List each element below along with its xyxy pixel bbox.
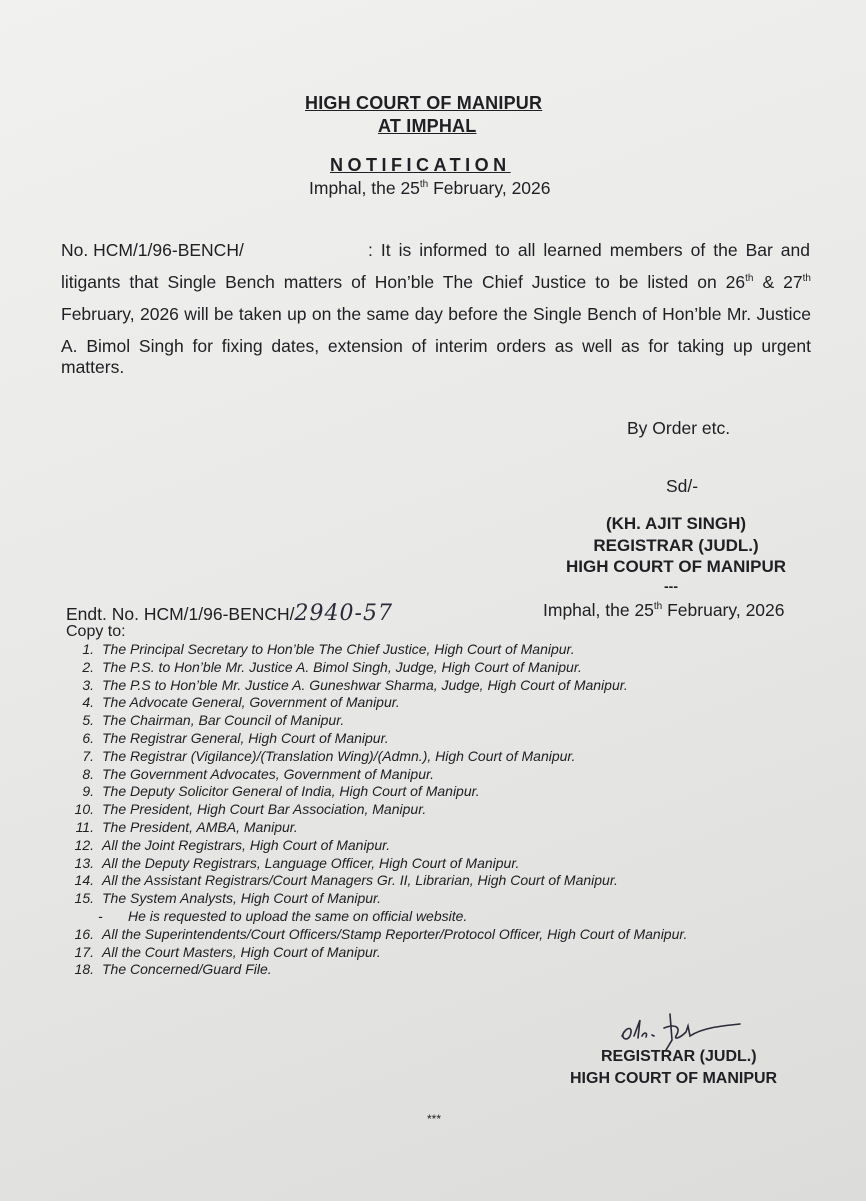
by-order-text: By Order etc. xyxy=(627,418,731,438)
copy-list-item xyxy=(68,766,434,782)
signatory-court: HIGH COURT OF MANIPUR xyxy=(565,557,787,576)
body-line-2: litigants that Single Bench matters of Hon’ble The Chief Justice to be listed on 26th & 27th xyxy=(61,272,811,292)
copy-list-item xyxy=(68,855,519,871)
registrar-title: REGISTRAR (JUDL.) xyxy=(601,1048,757,1065)
copy-list-item-number: 9. xyxy=(82,783,94,800)
endorsement-number: Endt. No. HCM/1/96-BENCH/2940-57 xyxy=(66,601,393,626)
copy-list-item-number: 1. xyxy=(82,641,94,657)
footer-mark: *** xyxy=(427,1112,442,1126)
notification-date: Imphal, the 25th February, 2026 xyxy=(309,178,551,198)
court-title: HIGH COURT OF MANIPUR xyxy=(305,93,543,113)
registrar-court: HIGH COURT OF MANIPUR xyxy=(570,1070,778,1087)
copy-list-item xyxy=(68,801,426,817)
copy-list-item xyxy=(68,961,272,977)
copy-list-item-number: 5. xyxy=(82,712,94,729)
copy-list-item-number: 15. xyxy=(74,890,94,907)
copy-list-item-number: 18. xyxy=(74,961,94,978)
signatory-name: (KH. AJIT SINGH) xyxy=(605,514,747,533)
copy-list-item xyxy=(68,641,575,657)
copy-list-item-number: 10. xyxy=(74,801,94,818)
copy-list-item xyxy=(68,694,400,710)
copy-list-item xyxy=(68,926,687,942)
body-line-1: : It is informed to all learned members of the Bar and xyxy=(368,240,810,260)
copy-list-item-number: 17. xyxy=(74,943,94,960)
notification-heading: NOTIFICATION xyxy=(330,155,511,175)
body-line-4: A. Bimol Singh for fixing dates, extension of interim orders as well as for taking up urgent matters. xyxy=(61,336,811,377)
copy-list-item-text: The P.S to Hon’ble Mr. Justice A. Guneshwar Sharma, Judge, High Court of Manipur. xyxy=(102,676,628,693)
copy-list-item-text: All the Joint Registrars, High Court of Manipur. xyxy=(102,836,391,853)
copy-list-item-text: He is requested to upload the same on official website. xyxy=(128,908,468,924)
copy-to-label: Copy to: xyxy=(66,623,126,640)
copy-list-item-text: The Government Advocates, Government of Manipur. xyxy=(102,765,435,782)
copy-list-item-text: The Chairman, Bar Council of Manipur. xyxy=(102,712,345,729)
copy-list-item-number: 12. xyxy=(74,836,94,853)
copy-list-item-text: The Registrar General, High Court of Manipur. xyxy=(102,730,389,746)
sd-text: Sd/- xyxy=(666,476,699,496)
copy-list-item-text: The President, AMBA, Manipur. xyxy=(102,819,298,835)
copy-list-item xyxy=(68,659,582,675)
copy-list-item xyxy=(68,712,344,728)
court-location: AT IMPHAL xyxy=(378,116,477,136)
copy-list-item-text: The Deputy Solicitor General of India, High Court of Manipur. xyxy=(102,783,480,800)
copy-list-item xyxy=(68,677,628,693)
copy-list-item-number: 16. xyxy=(74,925,94,942)
copy-list-item xyxy=(68,819,298,835)
copy-list-item xyxy=(68,837,390,853)
copy-list-item-text: The President, High Court Bar Association, Manipur. xyxy=(102,801,427,818)
copy-list-item-number: 3. xyxy=(82,676,94,693)
copy-list-item-text: All the Court Masters, High Court of Manipur. xyxy=(102,943,381,960)
copy-list-item xyxy=(68,944,381,960)
copy-list-item-number: 8. xyxy=(82,765,94,782)
signatory-title: REGISTRAR (JUDL.) xyxy=(593,536,759,555)
copy-list-item xyxy=(68,890,381,906)
copy-list-item xyxy=(68,783,480,799)
notification-number: No. HCM/1/96-BENCH/ xyxy=(61,240,244,260)
copy-list-item-number: 4. xyxy=(82,694,94,711)
copy-list-item-text: All the Deputy Registrars, Language Officer, High Court of Manipur. xyxy=(102,854,520,871)
copy-list-item xyxy=(68,748,575,764)
copy-list-item-number: 7. xyxy=(82,747,94,764)
copy-list-item-number: 6. xyxy=(82,730,94,746)
handwritten-number: 2940-57 xyxy=(294,601,393,626)
copy-list-item-number: - xyxy=(98,908,103,924)
copy-list-item-number: 13. xyxy=(74,854,94,871)
copy-list-item-text: The Principal Secretary to Hon’ble The Chief Justice, High Court of Manipur. xyxy=(102,641,575,657)
copy-list-item-text: The Registrar (Vigilance)/(Translation Wing)/(Admn.), High Court of Manipur. xyxy=(102,747,576,764)
copy-list xyxy=(68,641,828,981)
copy-list-item-number: 11. xyxy=(75,819,94,835)
copy-list-item-text: All the Assistant Registrars/Court Managers Gr. II, Librarian, High Court of Manipur. xyxy=(102,872,618,889)
divider: --- xyxy=(664,578,678,594)
copy-list-item-text: The P.S. to Hon’ble Mr. Justice A. Bimol Singh, Judge, High Court of Manipur. xyxy=(102,658,582,675)
copy-list-item-number: 2. xyxy=(82,658,94,675)
copy-list-item xyxy=(98,908,467,924)
copy-list-item-number: 14. xyxy=(74,872,94,889)
copy-list-item xyxy=(68,730,389,746)
endorsement-date: Imphal, the 25th February, 2026 xyxy=(543,600,785,620)
copy-list-item xyxy=(68,872,618,888)
copy-list-item-text: The Concerned/Guard File. xyxy=(102,961,272,978)
copy-list-item-text: All the Superintendents/Court Officers/Stamp Reporter/Protocol Officer, High Court of Manipur. xyxy=(102,925,688,942)
copy-list-item-text: The Advocate General, Government of Manipur. xyxy=(102,694,400,711)
body-line-3: February, 2026 will be taken up on the same day before the Single Bench of Hon’ble Mr. Justice xyxy=(61,304,811,324)
copy-list-item-text: The System Analysts, High Court of Manipur. xyxy=(102,890,382,907)
